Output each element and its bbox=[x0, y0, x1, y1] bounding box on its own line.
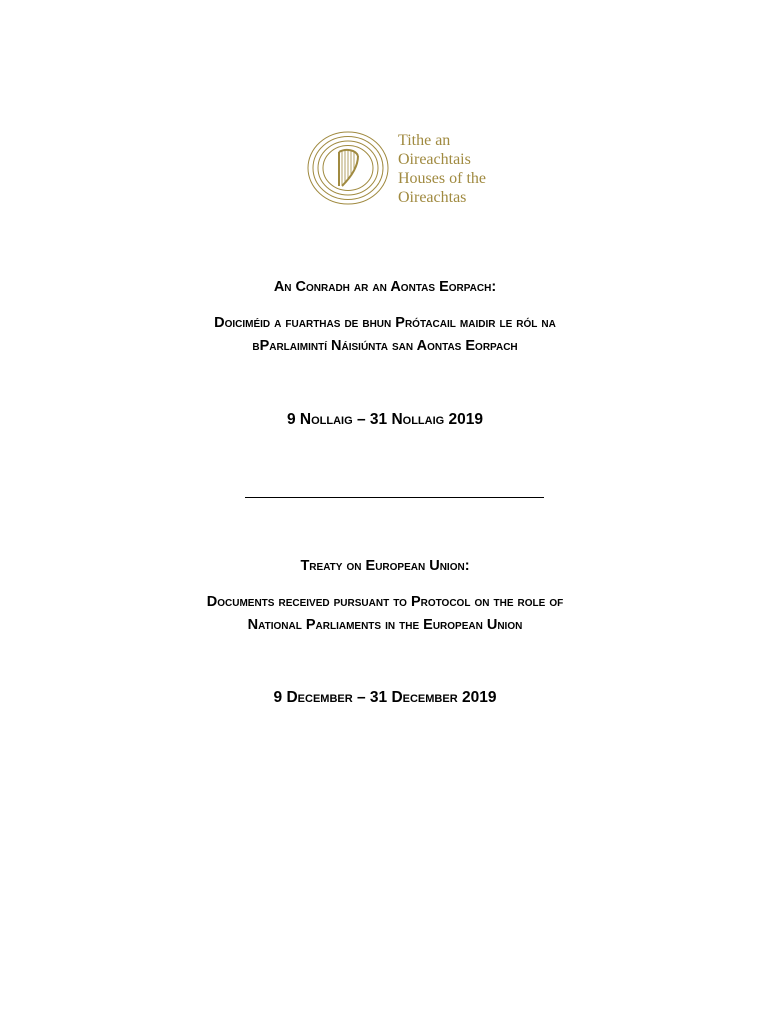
english-date-range: 9 December – 31 December 2019 bbox=[273, 689, 497, 706]
logo-wordmark bbox=[398, 131, 486, 207]
section-divider bbox=[245, 497, 544, 498]
irish-subtitle-line-1: Doiciméid a fuarthas de bhun Prótacail maidir le ról na bbox=[214, 315, 556, 331]
logo-line-3: Houses of the bbox=[398, 170, 486, 187]
irish-date-range: 9 Nollaig – 31 Nollaig 2019 bbox=[287, 411, 483, 428]
logo-line-2: Oireachtais bbox=[398, 151, 471, 168]
oireachtas-logo bbox=[306, 128, 506, 208]
english-subtitle-line-1: Documents received pursuant to Protocol on the role of bbox=[206, 594, 564, 610]
logo-line-4: Oireachtas bbox=[398, 189, 467, 206]
harp-emblem-icon bbox=[306, 130, 390, 206]
english-title: Treaty on European Union: bbox=[300, 558, 470, 574]
english-subtitle-line-2: National Parliaments in the European Union bbox=[247, 617, 523, 633]
logo-line-1: Tithe an bbox=[398, 132, 451, 149]
irish-subtitle-line-2: bParlaimintí Náisiúnta san Aontas Eorpach bbox=[252, 338, 518, 354]
irish-title: An Conradh ar an Aontas Eorpach: bbox=[273, 279, 497, 295]
